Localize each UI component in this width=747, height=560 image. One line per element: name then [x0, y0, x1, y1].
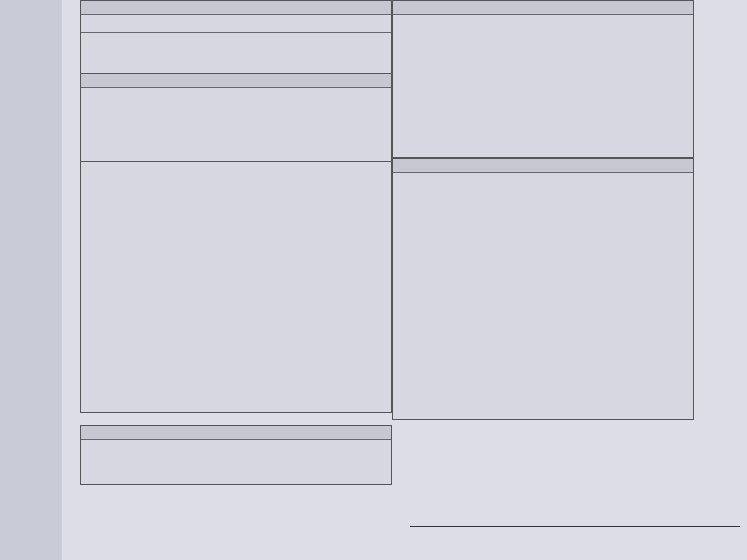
t21-box — [392, 158, 694, 420]
biochem-box — [80, 0, 392, 75]
t21-header — [393, 159, 693, 173]
signature-line — [410, 526, 740, 527]
tri1318-header — [81, 426, 391, 440]
biochem-header — [81, 1, 391, 15]
risks-header — [81, 74, 391, 88]
risks-box — [80, 73, 392, 163]
uzi-header — [393, 1, 693, 15]
left-margin-strip — [0, 0, 62, 560]
uzi-box — [392, 0, 694, 158]
tri1318-box — [80, 425, 392, 485]
risk-chart-box — [80, 161, 392, 413]
risk-chart — [81, 162, 391, 412]
